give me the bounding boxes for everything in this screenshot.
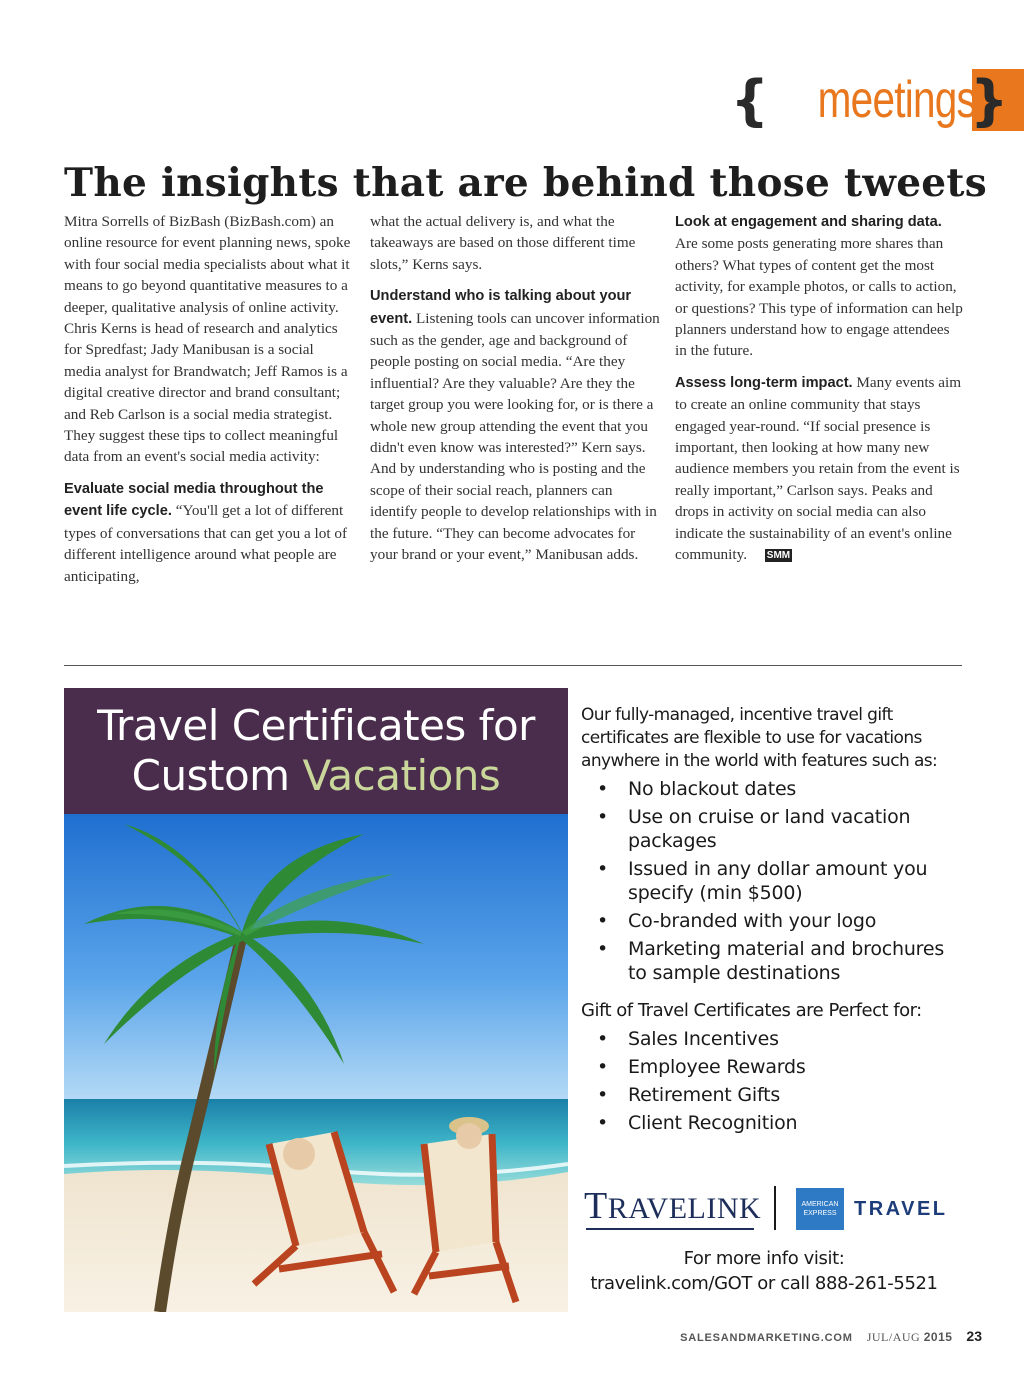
page-footer: [680, 1328, 982, 1345]
tip-paragraph: [64, 478, 354, 587]
beach-photo: [64, 814, 568, 1312]
section-label: meetings: [817, 71, 976, 129]
beach-scene-illustration: [64, 814, 568, 1312]
article-column-2: [370, 211, 660, 576]
bullet-icon: •: [597, 778, 609, 800]
ad-title-line-2: [132, 751, 501, 801]
feature-text: No blackout dates: [628, 778, 797, 800]
use-case-text: Employee Rewards: [628, 1056, 806, 1078]
feature-text: Marketing material and brochures to sample destinations: [628, 938, 945, 984]
list-item: [581, 1027, 961, 1051]
tip-lead: Evaluate social media throughout the event life cycle.: [64, 480, 324, 520]
sponsor-logos: [584, 1184, 954, 1234]
amex-travel-wordmark: TRAVEL: [854, 1198, 948, 1220]
tip-lead: Understand who is talking about your event.: [370, 288, 632, 327]
list-item: [581, 1083, 961, 1107]
use-case-text: Client Recognition: [628, 1112, 798, 1134]
features-list: [581, 777, 961, 985]
travelink-logo: TRAVELINK: [584, 1185, 762, 1227]
contact-line-1: For more info visit:: [683, 1248, 845, 1269]
bullet-icon: •: [597, 1028, 609, 1050]
magazine-url: SALESANDMARKETING.COM: [680, 1332, 853, 1344]
bullet-icon: •: [597, 1056, 609, 1078]
bullet-icon: •: [597, 858, 609, 880]
tip-lead: Assess long-term impact.: [675, 374, 853, 391]
tip-lead: Look at engagement and sharing data.: [675, 214, 942, 230]
use-case-text: Retirement Gifts: [628, 1084, 781, 1106]
bullet-icon: •: [597, 1084, 609, 1106]
issue-date: JUL/AUG 2015: [866, 1330, 953, 1344]
bullet-icon: •: [597, 1112, 609, 1134]
ad-intro: Our fully-managed, incentive travel gift certificates are flexible to use for vacations anywhere in the world with features such as:: [581, 705, 938, 771]
amex-logo-icon: AMERICAN EXPRESS: [796, 1188, 844, 1230]
page-number: 23: [966, 1328, 982, 1344]
list-item: [581, 909, 961, 933]
ad-copy: [581, 704, 961, 1139]
use-case-text: Sales Incentives: [628, 1028, 779, 1050]
list-item: [581, 777, 961, 801]
article-column-3: [675, 211, 965, 576]
section-accent-block: [972, 69, 1024, 131]
ad-title-word: Custom: [131, 751, 303, 800]
right-brace-icon: }: [970, 68, 1009, 132]
section-divider: [64, 665, 962, 666]
list-item: [581, 857, 961, 905]
bullet-icon: •: [597, 806, 609, 828]
end-mark-icon: SMM: [766, 550, 791, 562]
tip-text: Are some posts generating more shares than others? What types of content get the most activity, for example photos, or calls to action, or questions? This type of information can help planners understand how to engage attendees in the future.: [675, 235, 963, 360]
logo-divider: [774, 1186, 776, 1230]
feature-text: Use on cruise or land vacation packages: [628, 806, 911, 852]
list-item: [581, 1055, 961, 1079]
bullet-icon: •: [597, 938, 609, 960]
ad-title-line-1: Travel Certificates for: [97, 701, 535, 750]
contact-line-2: travelink.com/GOT or call 888-261-5521: [590, 1273, 938, 1294]
tip-paragraph: [675, 211, 965, 362]
list-item: [581, 1111, 961, 1135]
ad-title-accent-word: Vacations: [302, 751, 501, 800]
intro-paragraph: Mitra Sorrells of BizBash (BizBash.com) an online resource for event planning news, spoke with four social media specialists about what it means to go beyond quantitative measures to a deeper, qualitative analysis of online activity. Chris Kerns is head of research and analytics for Spredfast; Jady Manibusan is a social media analyst for Brandwatch; Jeff Ramos is a digital creative director and brand consultant; and Reb Carlson is a social media strategist. They suggest these tips to collect meaningful data from an event's social media activity:: [64, 213, 351, 466]
perfect-for-list: [581, 1027, 961, 1135]
tip-paragraph: [370, 285, 660, 565]
left-brace-icon: {: [730, 68, 769, 132]
body-paragraph: what the actual delivery is, and what the takeaways are based on those different time slots,” Kerns says.: [370, 213, 636, 273]
list-item: [581, 805, 961, 853]
bullet-icon: •: [597, 910, 609, 932]
ad-title-banner: [64, 688, 568, 814]
ad-contact: [568, 1246, 960, 1296]
feature-text: Co-branded with your logo: [628, 910, 877, 932]
perfect-for-heading: Gift of Travel Certificates are Perfect for:: [581, 1000, 922, 1021]
article-headline: The insights that are behind those tweets: [64, 160, 987, 206]
tip-text: Many events aim to create an online community that stays engaged year-round. “If social presence is important, then looking at how many new audience members you retain from the event is really important,” Carlson says. Peaks and drops in activity on social media can also indicate the sustainability of an event's online community.: [675, 373, 962, 564]
feature-text: Issued in any dollar amount you specify (min $500): [628, 858, 928, 904]
travelink-logo-underline: [586, 1228, 754, 1230]
tip-text: “You'll get a lot of different types of conversations that can get you a lot of different intelligence around what people are anticipating,: [64, 502, 348, 585]
section-tag: [731, 66, 1024, 134]
tip-text: Listening tools can uncover information such as the gender, age and background of people posting on social media. “Are they influential? Are they valuable? Are they the target group you were looking for, or is there a whole new group attending the event that you didn't even know was interested?” Kern says. And by understanding who is posting and the scope of their social reach, planners can identify people to develop relationships with in the future. “They can become advocates for your brand or your event,” Manibusan adds.: [370, 309, 660, 564]
list-item: [581, 937, 961, 985]
article-column-1: [64, 211, 354, 597]
tip-paragraph: [675, 372, 965, 566]
